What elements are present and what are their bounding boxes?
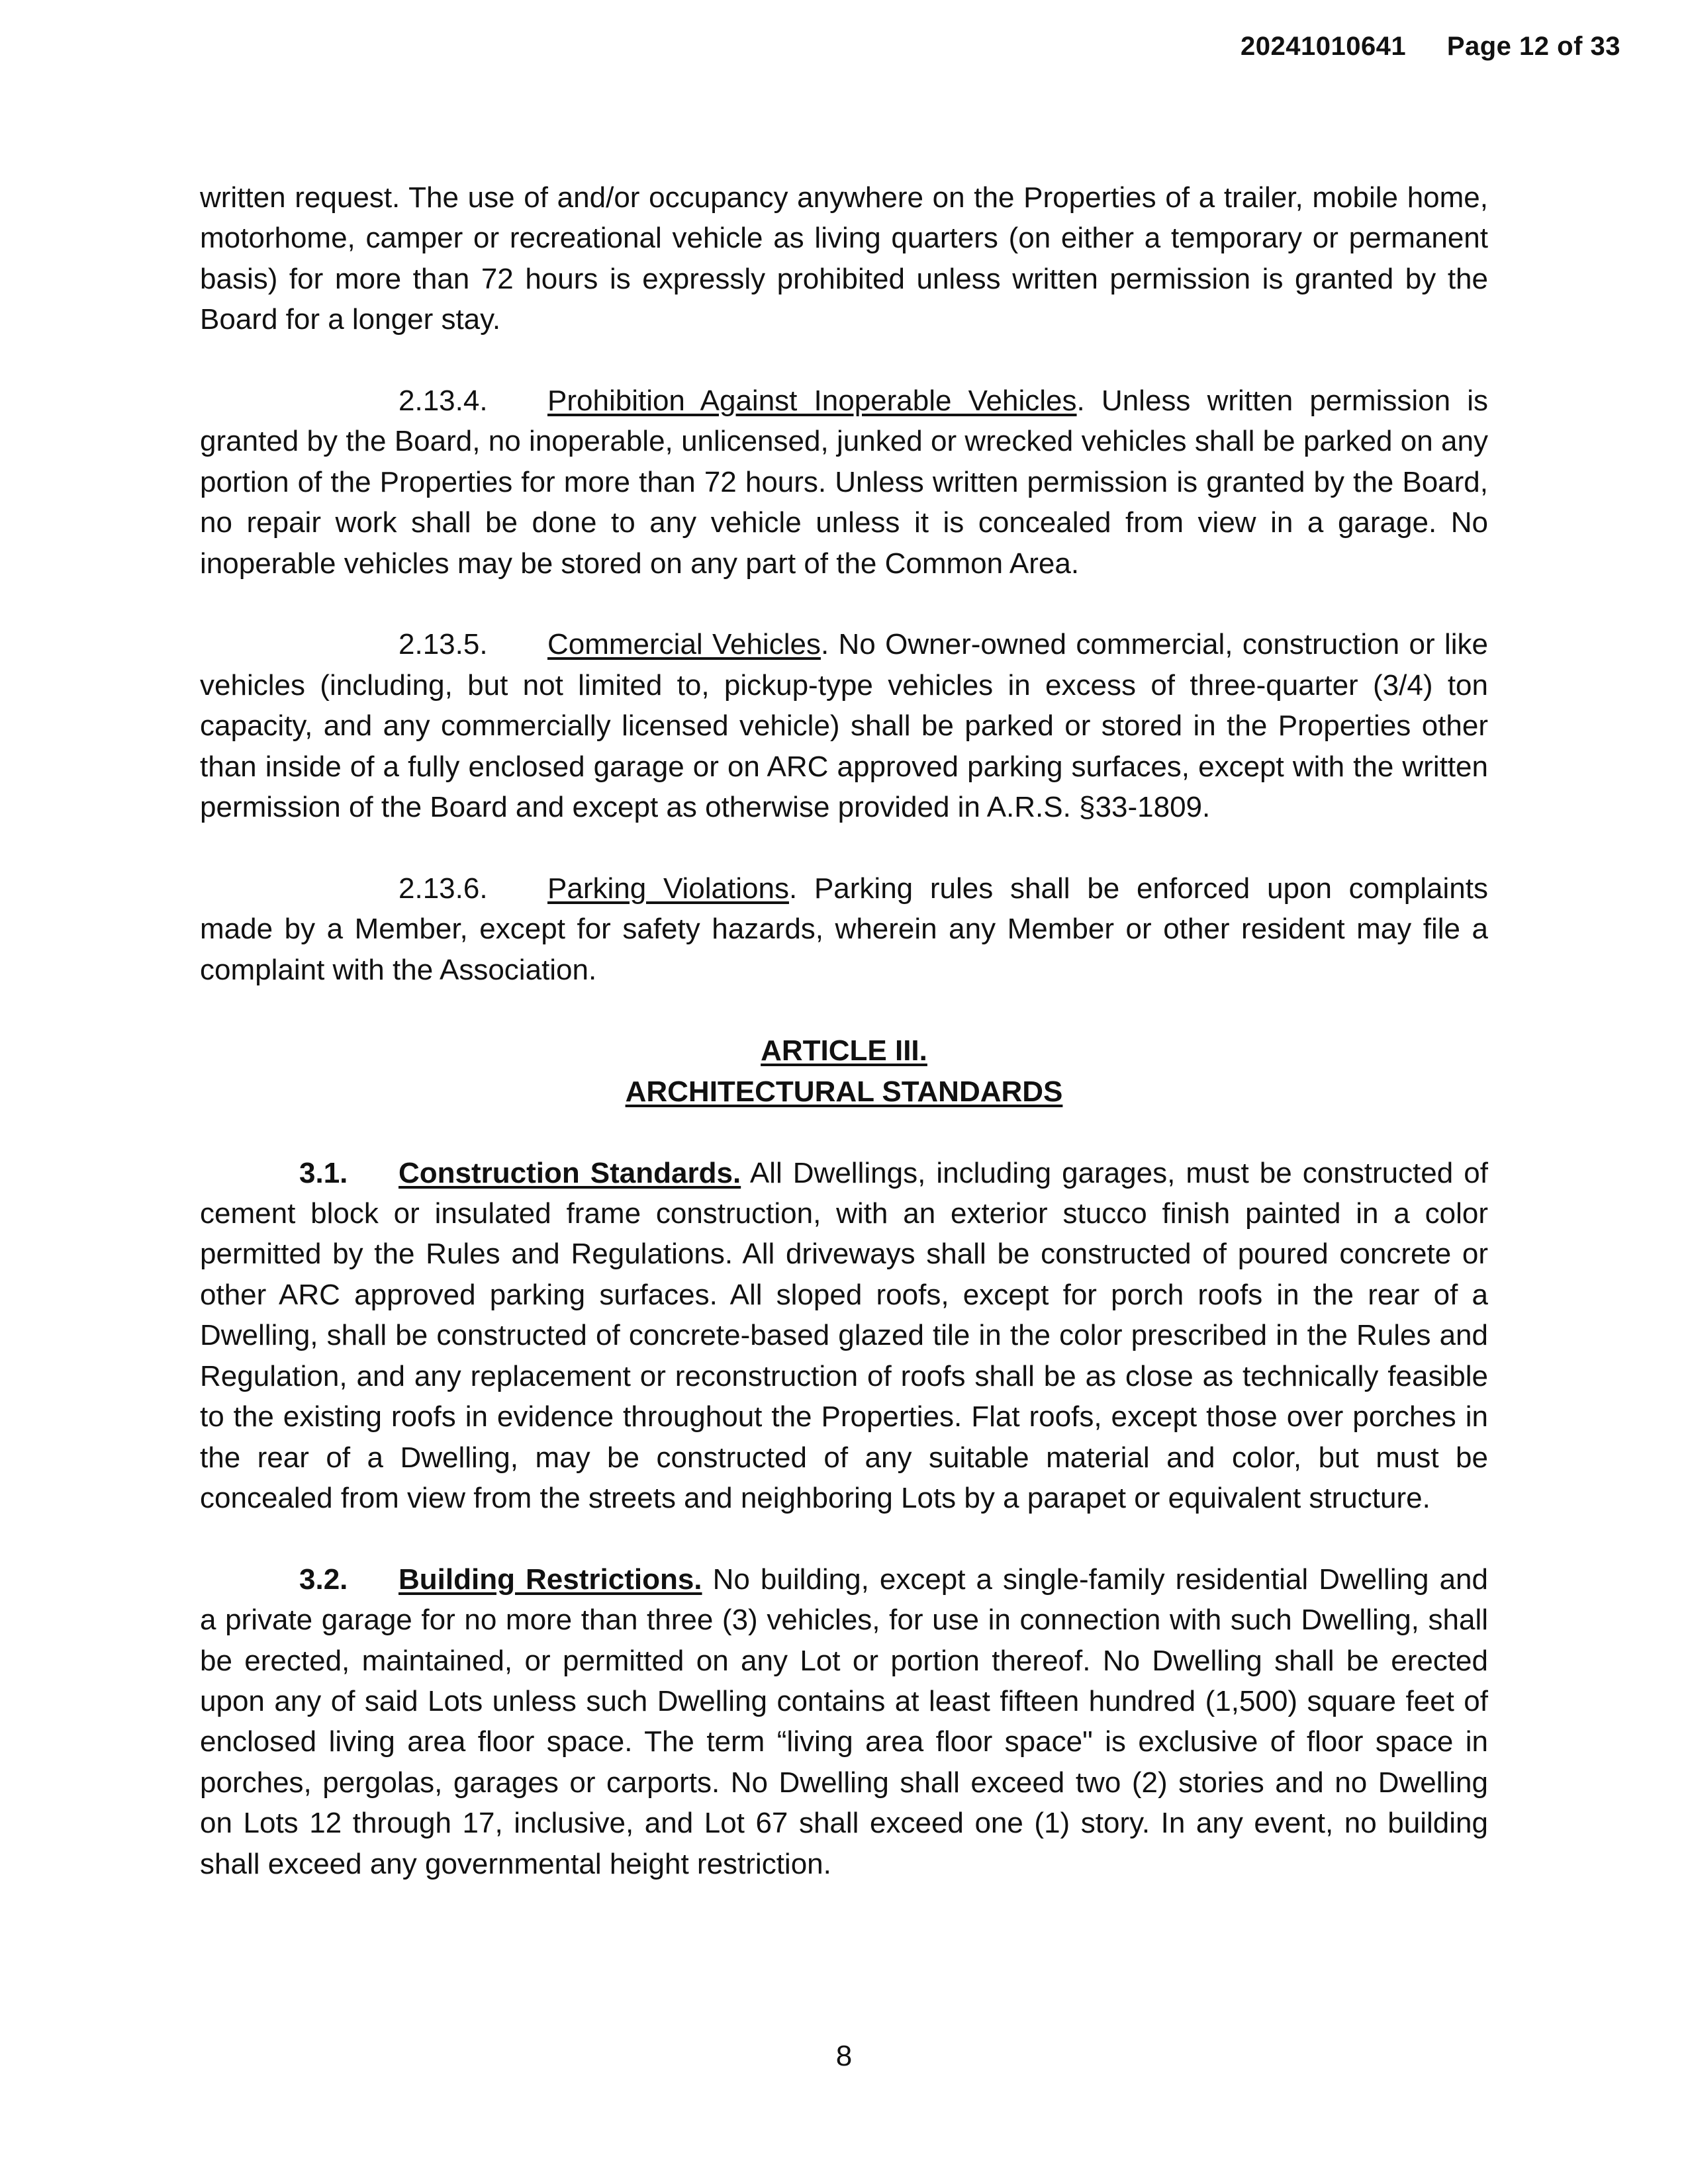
section-title: Building Restrictions.: [399, 1563, 702, 1596]
subsection-2-13-6: [200, 868, 1488, 990]
subsection-number: 2.13.4.: [399, 385, 488, 418]
section-title: Construction Standards.: [399, 1156, 741, 1189]
recording-number: 20241010641: [1240, 32, 1407, 61]
article-number: ARTICLE III.: [761, 1034, 927, 1068]
section-number: 3.1.: [299, 1156, 348, 1189]
subsection-text: . Unless written permission is granted by the Board, no inoperable, unlicensed, junked or wrecked vehicles shall be parked on any portion of the Properties for more than 72 hours. Unless written permission is granted by the Board, no repair work shall be done to any vehicle unless it is concealed from view in a garage. No inoperable vehicles may be stored on any part of the Common Area.: [200, 385, 1488, 580]
section-3-2: [200, 1559, 1488, 1884]
article-title: ARCHITECTURAL STANDARDS: [625, 1075, 1063, 1108]
document-body: [200, 177, 1488, 1884]
subsection-number: 2.13.5.: [399, 628, 488, 661]
subsection-title: Commercial Vehicles: [547, 628, 821, 661]
subsection-text: . No Owner-owned commercial, construction or like vehicles (including, but not limited to, pickup-type vehicles in excess of three-quarter (3/4) ton capacity, and any commercially licensed vehicle) shall be parked or stored in the Properties other than inside of a fully enclosed garage or on ARC approved parking surfaces, except with the written permission of the Board and except as otherwise provided in A.R.S. §33-1809.: [200, 628, 1488, 824]
subsection-title: Prohibition Against Inoperable Vehicles: [547, 385, 1077, 418]
section-number: 3.2.: [299, 1563, 348, 1596]
subsection-2-13-5: [200, 624, 1488, 827]
page-number: 8: [835, 2040, 853, 2072]
section-text: All Dwellings, including garages, must be constructed of cement block or insulated frame construction, with an exterior stucco finish painted in a color permitted by the Rules and Regulations. All driveways shall be constructed of poured concrete or other ARC approved parking surfaces. All sloped roofs, except for porch roofs in the rear of a Dwelling, shall be constructed of concrete-based glazed tile in the color prescribed in the Rules and Regulation, and any replacement or reconstruction of roofs shall be as close as technically feasible to the existing roofs in evidence throughout the Properties. Flat roofs, except those over porches in the rear of a Dwelling, may be constructed of any suitable material and color, but must be concealed from view from the streets and neighboring Lots by a parapet or equivalent structure.: [200, 1156, 1488, 1514]
subsection-2-13-4: [200, 381, 1488, 584]
subsection-number: 2.13.6.: [399, 872, 488, 905]
section-text: No building, except a single-family residential Dwelling and a private garage for no more than three (3) vehicles, for use in connection with such Dwelling, shall be erected, maintained, or permitted on any Lot or portion thereof. No Dwelling shall be erected upon any of said Lots unless such Dwelling contains at least fifteen hundred (1,500) square feet of enclosed living area floor space. The term “living area floor space" is exclusive of floor space in porches, pergolas, garages or carports. No Dwelling shall exceed two (2) stories and no Dwelling on Lots 12 through 17, inclusive, and Lot 67 shall exceed one (1) story. In any event, no building shall exceed any governmental height restriction.: [200, 1563, 1488, 1880]
article-heading: [200, 1030, 1488, 1112]
paragraph-text: written request. The use of and/or occupancy anywhere on the Properties of a trailer, mobile home, motorhome, camper or recreational vehicle as living quarters (on either a temporary or permanent basis) for more than 72 hours is expressly prohibited unless written permission is granted by the Board for a longer stay.: [200, 181, 1488, 336]
subsection-title: Parking Violations: [547, 872, 789, 905]
subsection-text: . Parking rules shall be enforced upon complaints made by a Member, except for safety hazards, wherein any Member or other resident may file a complaint with the Association.: [200, 872, 1488, 986]
continued-paragraph: [200, 177, 1488, 340]
page-indicator: Page 12 of 33: [1446, 32, 1620, 61]
section-3-1: [200, 1153, 1488, 1519]
document-header: [1241, 32, 1620, 62]
